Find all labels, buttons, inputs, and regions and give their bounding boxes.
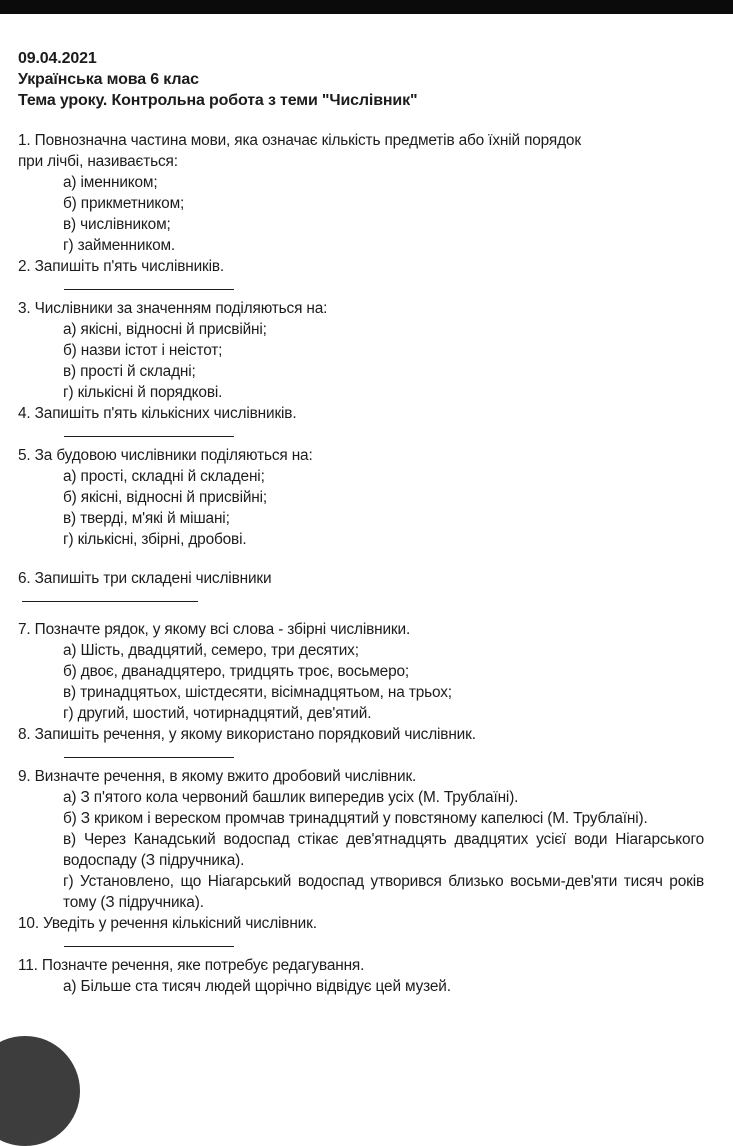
question-11 xyxy=(18,955,708,997)
answer-blank[interactable] xyxy=(64,424,234,437)
option[interactable]: б) двоє, дванадцятеро, тридцять троє, восьмеро; xyxy=(63,663,410,680)
question-7 xyxy=(18,619,708,724)
date: 09.04.2021 xyxy=(18,50,97,67)
option[interactable]: г) другий, шостий, чотирнадцятий, дев'ятий. xyxy=(63,705,372,722)
option[interactable]: б) З криком і вереском промчав тринадцятий у повстяному капелюсі (М. Трублаїні). xyxy=(63,810,648,827)
subject: Українська мова 6 клас xyxy=(18,71,199,88)
overlay-circle xyxy=(0,1036,80,1146)
option[interactable]: а) Більше ста тисяч людей щорічно відвідує цей музей. xyxy=(63,978,451,995)
question-text: 7. Позначте рядок, у якому всі слова - збірні числівники. xyxy=(18,621,411,638)
question-2 xyxy=(18,256,708,290)
question-6 xyxy=(18,568,708,602)
question-4 xyxy=(18,403,708,437)
question-10 xyxy=(18,913,708,947)
answer-blank[interactable] xyxy=(64,934,234,947)
question-text: 8. Запишіть речення, у якому використано порядковий числівник. xyxy=(18,726,476,743)
option[interactable]: в) числівником; xyxy=(63,216,171,233)
lesson-topic: Тема уроку. Контрольна робота з теми "Числівник" xyxy=(18,92,418,109)
option[interactable]: в) тверді, м'які й мішані; xyxy=(63,510,230,527)
question-text: 10. Уведіть у речення кількісний числівник. xyxy=(18,915,317,932)
question-5 xyxy=(18,445,708,550)
question-text: при лічбі, називається: xyxy=(18,153,178,170)
question-text: 2. Запишіть п'ять числівників. xyxy=(18,258,225,275)
question-text: 5. За будовою числівники поділяються на: xyxy=(18,447,313,464)
question-9 xyxy=(18,766,708,913)
option[interactable]: а) іменником; xyxy=(63,174,158,191)
option[interactable]: а) прості, складні й складені; xyxy=(63,468,265,485)
worksheet xyxy=(18,48,708,997)
question-text: 9. Визначте речення, в якому вжито дробовий числівник. xyxy=(18,768,417,785)
option[interactable]: б) назви істот і неістот; xyxy=(63,342,223,359)
option[interactable]: а) якісні, відносні й присвійні; xyxy=(63,321,267,338)
option[interactable]: в) прості й складні; xyxy=(63,363,196,380)
option[interactable]: в) Через Канадський водоспад стікає дев'ятнадцять двадцятих усієї води Ніагарського водоспаду (З підручника). xyxy=(63,831,704,869)
option[interactable]: г) кількісні й порядкові. xyxy=(63,384,223,401)
answer-blank[interactable] xyxy=(64,745,234,758)
question-3 xyxy=(18,298,708,403)
top-bar xyxy=(0,0,733,14)
question-text: 4. Запишіть п'ять кількісних числівників. xyxy=(18,405,297,422)
question-text: 1. Повнозначна частина мови, яка означає кількість предметів або їхній порядок xyxy=(18,132,581,149)
answer-blank[interactable] xyxy=(64,277,234,290)
question-text: 3. Числівники за значенням поділяються на: xyxy=(18,300,328,317)
option[interactable]: г) Установлено, що Ніагарський водоспад утворився близько восьми-дев'яти тисяч років тому (З підручника). xyxy=(63,873,704,911)
option[interactable]: в) тринадцятьох, шістдесяти, вісімнадцятьом, на трьох; xyxy=(63,684,452,701)
option[interactable]: б) прикметником; xyxy=(63,195,185,212)
option[interactable]: г) займенником. xyxy=(63,237,176,254)
answer-blank[interactable] xyxy=(22,589,198,602)
option[interactable]: а) З п'ятого кола червоний башлик випередив усіх (М. Трублаїні). xyxy=(63,789,519,806)
option[interactable]: а) Шість, двадцятий, семеро, три десятих; xyxy=(63,642,359,659)
option[interactable]: б) якісні, відносні й присвійні; xyxy=(63,489,268,506)
question-text: 11. Позначте речення, яке потребує редагування. xyxy=(18,957,365,974)
option[interactable]: г) кількісні, збірні, дробові. xyxy=(63,531,247,548)
question-8 xyxy=(18,724,708,758)
question-1 xyxy=(18,130,708,256)
question-text: 6. Запишіть три складені числівники xyxy=(18,570,272,587)
